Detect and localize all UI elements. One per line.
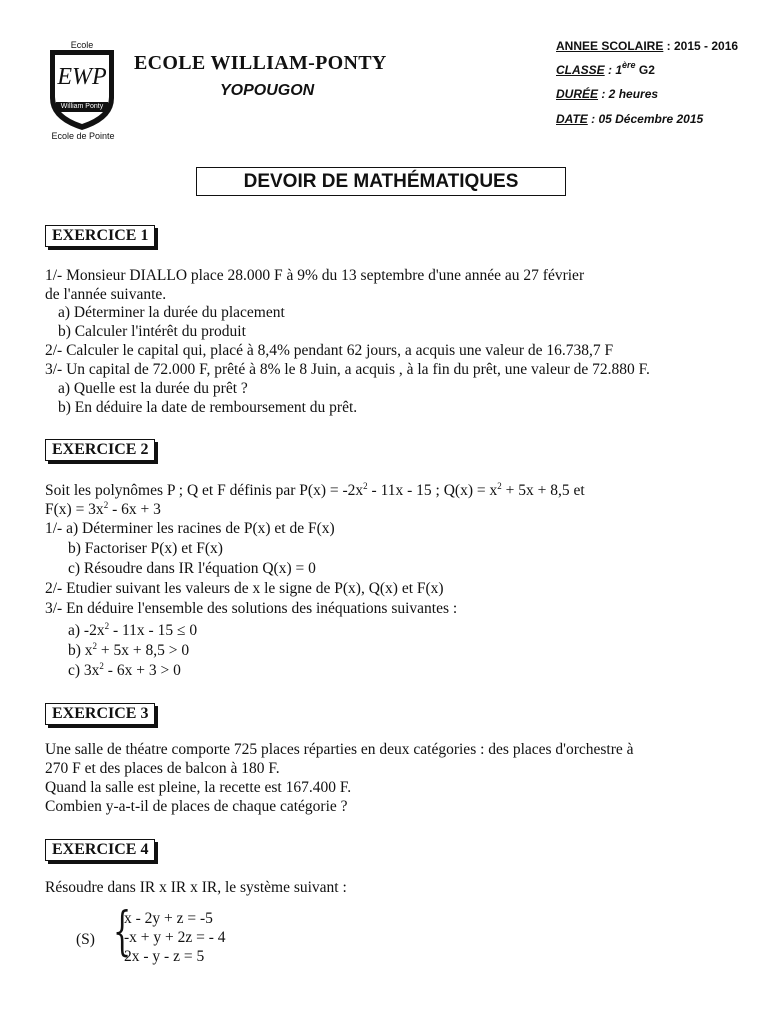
ex1-line: a) Déterminer la durée du placement [58, 304, 285, 321]
ex3-line: Une salle de théatre comporte 725 places réparties en deux catégories : des places d'orchestre à [45, 741, 634, 758]
school-year: ANNEE SCOLAIRE : 2015 - 2016 [556, 39, 739, 53]
ex2-line: $F(x) = 3x^2 - 6x + 3$ [45, 500, 161, 518]
exercise-1-heading: EXERCICE 1 [45, 225, 155, 247]
ex1-line: b) Calculer l'intérêt du produit [58, 323, 246, 340]
exercise-4-heading: EXERCICE 4 [45, 839, 155, 861]
ex2-inequation: b) $x^2 + 5x + 8,5 > 0$ [68, 641, 190, 659]
system-label: (S) [76, 931, 95, 948]
exercise-2-heading: EXERCICE 2 [45, 439, 155, 461]
ex2-line: 1/- a) Déterminer les racines de P(x) et de F(x) [45, 520, 335, 537]
ex1-line: 3/- Un capital de 72.000 F, prêté à 8% le 8 Juin, a acquis , à la fin du prêt, une valeur de 72.880 F. [45, 361, 650, 378]
ex3-line: Combien y-a-t-il de places de chaque catégorie ? [45, 798, 348, 815]
ex2-line: Soit les polynômes P ; Q et F définis par $P(x) = -2x^2 - 11x - 15$ ; $Q(x) = x^2 + 5x + 8,5$ et [45, 481, 585, 499]
ex1-line: 2/- Calculer le capital qui, placé à 8,4% pendant 62 jours, a acquis une valeur de 16.738,7 F [45, 342, 614, 359]
date-info: DATE : 05 Décembre 2015 [556, 112, 704, 126]
logo-ribbon-text: William Ponty [60, 103, 104, 110]
ex1-line: a) Quelle est la durée du prêt ? [58, 380, 248, 397]
system-equation: -x + y + 2z = - 4 [124, 929, 226, 946]
exercise-3-heading: EXERCICE 3 [45, 703, 155, 725]
document-title: DEVOIR DE MATHÉMATIQUES [196, 167, 566, 196]
logo-caption: Ecole de Pointe [51, 131, 115, 141]
school-town: YOPOUGON [220, 82, 315, 99]
logo-monogram: EWP [57, 64, 107, 90]
system-equation: x - 2y + z = -5 [124, 910, 213, 927]
ex3-line: 270 F et des places de balcon à 180 F. [45, 760, 280, 777]
ex2-line: b) Factoriser P(x) et F(x) [68, 540, 223, 557]
ex1-line: 1/- Monsieur DIALLO place 28.000 F à 9% du 13 septembre d'une année au 27 février [45, 267, 585, 284]
ex4-line: Résoudre dans IR x IR x IR, le système suivant : [45, 879, 347, 896]
ex2-inequation: c) $3x^2 - 6x + 3 > 0$ [68, 661, 181, 679]
ex1-line: de l'année suivante. [45, 286, 167, 303]
ex2-line: 3/- En déduire l'ensemble des solutions des inéquations suivantes : [45, 600, 458, 617]
ex3-line: Quand la salle est pleine, la recette est 167.400 F. [45, 779, 352, 796]
ex2-inequation: a) $-2x^2 - 11x - 15 \le 0$ [68, 621, 198, 639]
curly-brace-icon: { [113, 902, 132, 962]
ex2-line: c) Résoudre dans IR l'équation Q(x) = 0 [68, 560, 316, 577]
logo-top-text: Ecole [70, 40, 94, 50]
school-logo [46, 40, 118, 132]
ex1-line: b) En déduire la date de remboursement du prêt. [58, 399, 358, 416]
class-info: CLASSE : 1ère G2 [556, 60, 655, 77]
system-equation: 2x - y - z = 5 [124, 948, 205, 965]
ex2-line: 2/- Etudier suivant les valeurs de x le signe de P(x), Q(x) et F(x) [45, 580, 444, 597]
duration-info: DURÉE : 2 heures [556, 87, 659, 101]
school-name: ECOLE WILLIAM-PONTY [134, 52, 387, 74]
